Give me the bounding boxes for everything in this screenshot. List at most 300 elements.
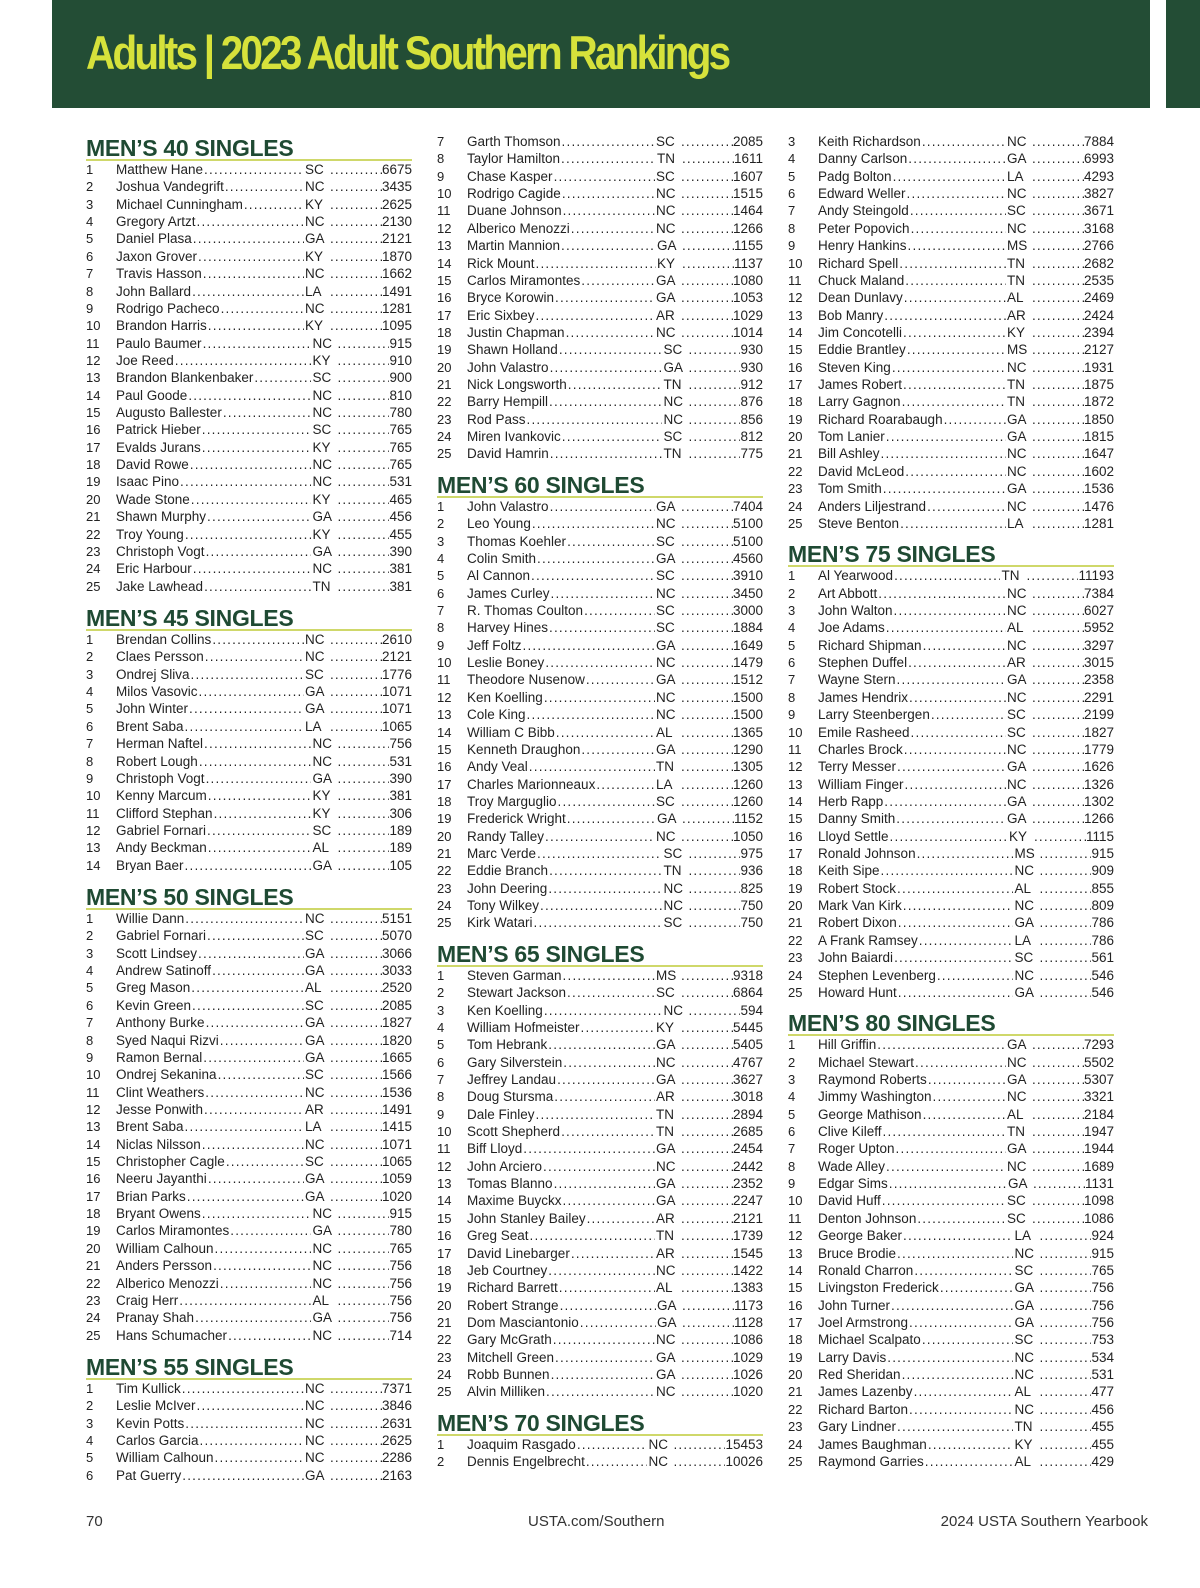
ranking-row bbox=[437, 1366, 763, 1383]
dot-leader bbox=[549, 393, 662, 410]
player-state: NC bbox=[304, 1084, 325, 1100]
rank-number: 9 bbox=[86, 1049, 94, 1065]
ranking-row bbox=[437, 706, 763, 723]
ranking-row bbox=[437, 793, 763, 810]
dot-leader bbox=[537, 550, 655, 567]
dot-leader bbox=[337, 578, 389, 595]
dot-leader bbox=[545, 654, 655, 671]
ranking-points: 825 bbox=[740, 880, 763, 896]
rank-number: 22 bbox=[788, 463, 803, 479]
ranking-row bbox=[437, 272, 763, 289]
dot-leader bbox=[523, 1140, 655, 1157]
rank-number: 13 bbox=[788, 776, 803, 792]
player-name: Ken Koelling bbox=[467, 689, 543, 705]
ranking-row bbox=[788, 932, 1114, 949]
rank-number: 4 bbox=[86, 1433, 94, 1449]
ranking-points: 2121 bbox=[732, 1210, 763, 1226]
ranking-points: 2535 bbox=[1083, 272, 1114, 288]
dot-leader bbox=[337, 1327, 389, 1344]
rank-number: 21 bbox=[788, 1384, 803, 1400]
ranking-row bbox=[788, 828, 1114, 845]
rank-number: 10 bbox=[788, 724, 803, 740]
player-state: GA bbox=[304, 1015, 325, 1031]
ranking-points: 6027 bbox=[1083, 602, 1114, 618]
rank-number: 25 bbox=[788, 984, 803, 1000]
rank-number: 2 bbox=[437, 1454, 445, 1470]
dot-leader bbox=[568, 376, 663, 393]
dot-leader bbox=[330, 317, 382, 334]
ranking-points: 3000 bbox=[732, 602, 763, 618]
ranking-points: 1512 bbox=[732, 672, 763, 688]
ranking-points: 756 bbox=[389, 1292, 412, 1308]
player-state: GA bbox=[655, 1367, 676, 1383]
rank-number: 18 bbox=[788, 394, 803, 410]
ranking-row bbox=[788, 341, 1114, 358]
player-state: TN bbox=[656, 151, 675, 167]
dot-leader bbox=[894, 567, 1000, 584]
dot-leader bbox=[897, 1245, 1013, 1262]
ranking-row bbox=[86, 335, 412, 352]
dot-leader bbox=[337, 526, 389, 543]
ranking-section bbox=[86, 603, 412, 874]
rank-number: 9 bbox=[788, 707, 796, 723]
dot-leader bbox=[563, 967, 655, 984]
ranking-row bbox=[86, 1449, 412, 1466]
dot-leader bbox=[681, 1227, 733, 1244]
dot-leader bbox=[1032, 237, 1084, 254]
ranking-points: 2469 bbox=[1083, 290, 1114, 306]
player-name: Eddie Branch bbox=[467, 863, 549, 879]
ranking-row bbox=[86, 1205, 412, 1222]
dot-leader bbox=[198, 248, 304, 265]
player-state: GA bbox=[312, 543, 332, 559]
ranking-points: 1305 bbox=[732, 759, 763, 775]
ranking-row bbox=[86, 1415, 412, 1432]
rank-number: 8 bbox=[437, 151, 445, 167]
ranking-row bbox=[86, 1397, 412, 1414]
rank-number: 23 bbox=[86, 543, 101, 559]
ranking-row bbox=[788, 1383, 1114, 1400]
ranking-points: 1827 bbox=[381, 1015, 412, 1031]
ranking-points: 1944 bbox=[1083, 1141, 1114, 1157]
dot-leader bbox=[1032, 185, 1084, 202]
dot-leader bbox=[681, 202, 733, 219]
player-name: Chase Kasper bbox=[467, 168, 553, 184]
dot-leader bbox=[581, 1019, 655, 1036]
dot-leader bbox=[681, 793, 733, 810]
dot-leader bbox=[1032, 654, 1084, 671]
dot-leader bbox=[681, 307, 733, 324]
dot-leader bbox=[226, 1153, 304, 1170]
player-name: Richard Barton bbox=[818, 1401, 909, 1417]
player-name: Willie Dann bbox=[116, 911, 185, 927]
footer-site-link[interactable]: USTA.com/Southern bbox=[528, 1513, 665, 1530]
ranking-section bbox=[788, 133, 1114, 532]
dot-leader bbox=[681, 637, 733, 654]
player-name: William C Bibb bbox=[467, 724, 555, 740]
dot-leader bbox=[903, 324, 1006, 341]
dot-leader bbox=[581, 741, 655, 758]
player-name: James Baughman bbox=[818, 1436, 927, 1452]
dot-leader bbox=[185, 910, 304, 927]
player-state: NC bbox=[663, 880, 683, 896]
player-name: James Hendrix bbox=[818, 689, 909, 705]
ranking-row bbox=[437, 741, 763, 758]
ranking-points: 855 bbox=[1091, 880, 1114, 896]
ranking-row bbox=[788, 1436, 1114, 1453]
dot-leader bbox=[681, 272, 733, 289]
player-state: NC bbox=[655, 689, 676, 705]
player-name: Daniel Plasa bbox=[116, 231, 192, 247]
player-state: SC bbox=[1006, 1210, 1026, 1226]
section-heading: MEN’S 50 SINGLES bbox=[86, 882, 412, 910]
ranking-points: 1266 bbox=[1083, 811, 1114, 827]
dot-leader bbox=[202, 1136, 304, 1153]
ranking-points: 1128 bbox=[733, 1315, 763, 1330]
dot-leader bbox=[197, 213, 304, 230]
ranking-section bbox=[437, 939, 763, 1401]
dot-leader bbox=[910, 202, 1006, 219]
player-state: SC bbox=[655, 533, 675, 549]
dot-leader bbox=[548, 1262, 655, 1279]
player-name: Steve Benton bbox=[818, 515, 900, 531]
player-state: AR bbox=[655, 307, 675, 323]
ranking-row bbox=[788, 914, 1114, 931]
rankings-column-2 bbox=[437, 133, 763, 1471]
dot-leader bbox=[688, 393, 740, 410]
player-name: Brandon Blankenbaker bbox=[116, 370, 254, 386]
rank-number: 9 bbox=[86, 770, 94, 786]
rank-number: 17 bbox=[788, 1315, 803, 1330]
rank-number: 16 bbox=[788, 359, 803, 375]
player-state: NC bbox=[304, 631, 325, 647]
player-name: David Huff bbox=[818, 1193, 881, 1209]
ranking-row bbox=[437, 967, 763, 984]
ranking-points: 429 bbox=[1091, 1453, 1114, 1469]
player-name: Raymond Garries bbox=[818, 1453, 924, 1469]
player-name: Danny Carlson bbox=[818, 151, 908, 167]
ranking-points: 909 bbox=[1091, 863, 1114, 879]
dot-leader bbox=[881, 862, 1014, 879]
rank-number: 9 bbox=[437, 637, 445, 653]
dot-leader bbox=[337, 735, 389, 752]
player-name: Taylor Hamilton bbox=[467, 151, 561, 167]
dot-leader bbox=[596, 776, 655, 793]
rank-number: 19 bbox=[437, 342, 452, 358]
player-state: KY bbox=[312, 491, 331, 507]
ranking-row bbox=[437, 689, 763, 706]
player-name: Wade Stone bbox=[116, 491, 190, 507]
ranking-row bbox=[437, 185, 763, 202]
ranking-row bbox=[86, 1101, 412, 1118]
ranking-row bbox=[86, 421, 412, 438]
ranking-section bbox=[437, 470, 763, 932]
rank-number: 8 bbox=[437, 1089, 445, 1105]
ranking-points: 1884 bbox=[732, 620, 763, 636]
rank-number: 14 bbox=[788, 793, 803, 809]
dot-leader bbox=[928, 1436, 1014, 1453]
dot-leader bbox=[681, 185, 733, 202]
dot-leader bbox=[192, 283, 304, 300]
player-name: Kenneth Draughon bbox=[467, 741, 581, 757]
player-state: GA bbox=[304, 701, 325, 717]
dot-leader bbox=[206, 543, 312, 560]
ranking-row bbox=[86, 1066, 412, 1083]
page-title: Adults | 2023 Adult Southern Rankings bbox=[86, 26, 729, 79]
ranking-row bbox=[788, 602, 1114, 619]
player-state: TN bbox=[1001, 568, 1020, 584]
ranking-points: 1947 bbox=[1083, 1124, 1114, 1140]
ranking-row bbox=[788, 1158, 1114, 1175]
player-state: GA bbox=[304, 1171, 325, 1187]
dot-leader bbox=[681, 1331, 733, 1348]
dot-leader bbox=[1039, 897, 1091, 914]
dot-leader bbox=[571, 220, 655, 237]
rank-number: 13 bbox=[86, 1119, 101, 1135]
player-state: KY bbox=[304, 318, 323, 334]
dot-leader bbox=[185, 1415, 304, 1432]
ranking-row bbox=[86, 1084, 412, 1101]
player-name: Padg Bolton bbox=[818, 168, 892, 184]
dot-leader bbox=[688, 1002, 740, 1019]
player-name: William Hofmeister bbox=[467, 1019, 580, 1035]
dot-leader bbox=[1039, 1401, 1091, 1418]
ranking-points: 477 bbox=[1091, 1384, 1114, 1400]
player-name: Ondrej Sekanina bbox=[116, 1067, 217, 1083]
dot-leader bbox=[1032, 602, 1084, 619]
ranking-points: 1820 bbox=[381, 1032, 412, 1048]
ranking-points: 1059 bbox=[381, 1171, 412, 1187]
dot-leader bbox=[892, 359, 1006, 376]
player-state: NC bbox=[1014, 1245, 1034, 1261]
dot-leader bbox=[681, 1366, 733, 1383]
ranking-row bbox=[86, 230, 412, 247]
player-name: Jeb Courtney bbox=[467, 1262, 548, 1278]
player-state: GA bbox=[655, 672, 676, 688]
dot-leader bbox=[891, 1297, 1013, 1314]
dot-leader bbox=[191, 666, 304, 683]
player-name: Biff Lloyd bbox=[467, 1141, 523, 1157]
player-state: AR bbox=[655, 1089, 675, 1105]
ranking-row bbox=[788, 289, 1114, 306]
rank-number: 21 bbox=[86, 509, 101, 525]
ranking-points: 1155 bbox=[733, 238, 763, 254]
rank-number: 1 bbox=[437, 1436, 445, 1452]
rank-number: 4 bbox=[788, 1089, 796, 1105]
dot-leader bbox=[527, 706, 655, 723]
rank-number: 25 bbox=[437, 1384, 452, 1400]
rank-number: 21 bbox=[437, 377, 452, 393]
ranking-points: 9318 bbox=[732, 967, 763, 983]
ranking-points: 1491 bbox=[381, 1101, 412, 1117]
dot-leader bbox=[548, 880, 662, 897]
player-state: GA bbox=[656, 811, 677, 827]
dot-leader bbox=[191, 979, 304, 996]
player-name: Jimmy Washington bbox=[818, 1089, 932, 1105]
dot-leader bbox=[1032, 689, 1084, 706]
ranking-row bbox=[86, 352, 412, 369]
player-state: SC bbox=[1014, 1262, 1034, 1278]
rank-number: 11 bbox=[788, 272, 802, 288]
ranking-points: 1095 bbox=[381, 318, 412, 334]
dot-leader bbox=[330, 178, 382, 195]
dot-leader bbox=[337, 839, 389, 856]
ranking-points: 2184 bbox=[1083, 1106, 1114, 1122]
dot-leader bbox=[1032, 307, 1084, 324]
player-name: Doug Stursma bbox=[467, 1089, 554, 1105]
ranking-points: 7371 bbox=[381, 1381, 412, 1396]
ranking-points: 1065 bbox=[381, 1154, 412, 1170]
rank-number: 8 bbox=[437, 620, 445, 636]
dot-leader bbox=[903, 376, 1006, 393]
player-name: Howard Hunt bbox=[818, 984, 897, 1000]
player-name: Stephen Levenberg bbox=[818, 967, 936, 983]
ranking-points: 2631 bbox=[381, 1415, 412, 1431]
player-name: Greg Mason bbox=[116, 980, 191, 996]
player-state: KY bbox=[1008, 828, 1027, 844]
player-name: Garth Thomson bbox=[467, 134, 561, 149]
rank-number: 7 bbox=[788, 672, 796, 688]
dot-leader bbox=[1032, 637, 1084, 654]
player-state: TN bbox=[655, 1124, 674, 1140]
dot-leader bbox=[550, 359, 663, 376]
player-state: NC bbox=[312, 335, 332, 351]
player-name: Ondrej Sliva bbox=[116, 666, 190, 682]
dot-leader bbox=[681, 1036, 733, 1053]
ranking-points: 756 bbox=[1091, 1297, 1114, 1313]
player-name: John Arciero bbox=[467, 1158, 543, 1174]
ranking-points: 2121 bbox=[381, 649, 412, 665]
player-state: NC bbox=[312, 1275, 332, 1291]
dot-leader bbox=[218, 1066, 304, 1083]
dot-leader bbox=[923, 637, 1006, 654]
player-name: Gabriel Fornari bbox=[116, 822, 207, 838]
rank-number: 19 bbox=[86, 1223, 101, 1239]
player-name: Anders Persson bbox=[116, 1258, 213, 1274]
player-name: Christopher Cagle bbox=[116, 1154, 225, 1170]
dot-leader bbox=[187, 1188, 304, 1205]
player-state: SC bbox=[655, 985, 675, 1001]
player-state: GA bbox=[304, 1467, 325, 1483]
dot-leader bbox=[1032, 393, 1084, 410]
ranking-points: 5151 bbox=[381, 911, 412, 927]
player-name: Charles Brock bbox=[818, 741, 903, 757]
ranking-points: 750 bbox=[740, 915, 763, 931]
player-state: NC bbox=[1006, 637, 1027, 653]
dot-leader bbox=[337, 421, 389, 438]
player-state: AL bbox=[304, 980, 322, 996]
player-name: David McLeod bbox=[818, 463, 905, 479]
rank-number: 17 bbox=[86, 1188, 101, 1204]
dot-leader bbox=[530, 1227, 655, 1244]
dot-leader bbox=[543, 1158, 655, 1175]
ranking-row bbox=[437, 1123, 763, 1140]
player-state: KY bbox=[1006, 324, 1025, 340]
ranking-points: 2085 bbox=[381, 997, 412, 1013]
dot-leader bbox=[337, 1292, 389, 1309]
dot-leader bbox=[917, 845, 1014, 862]
dot-leader bbox=[681, 654, 733, 671]
player-name: Rod Pass bbox=[467, 411, 526, 427]
rank-number: 20 bbox=[86, 1240, 101, 1256]
player-state: TN bbox=[655, 759, 674, 775]
player-state: KY bbox=[312, 352, 331, 368]
player-state: NC bbox=[1006, 1054, 1027, 1070]
ranking-points: 765 bbox=[389, 1240, 412, 1256]
rank-number: 22 bbox=[437, 863, 452, 879]
ranking-row bbox=[437, 810, 763, 827]
dot-leader bbox=[337, 543, 389, 560]
player-name: Leslie Boney bbox=[467, 655, 545, 671]
player-name: Patrick Hieber bbox=[116, 422, 201, 438]
player-state: NC bbox=[1006, 689, 1027, 705]
rank-number: 24 bbox=[437, 429, 452, 445]
player-name: Henry Hankins bbox=[818, 238, 907, 254]
dot-leader bbox=[688, 880, 740, 897]
ranking-points: 2127 bbox=[1083, 342, 1114, 358]
ranking-points: 1071 bbox=[381, 701, 412, 717]
ranking-points: 1827 bbox=[1083, 724, 1114, 740]
ranking-points: 3627 bbox=[732, 1071, 763, 1087]
player-state: GA bbox=[304, 684, 325, 700]
dot-leader bbox=[549, 862, 662, 879]
ranking-row bbox=[788, 1401, 1114, 1418]
ranking-points: 455 bbox=[389, 526, 412, 542]
rank-number: 5 bbox=[86, 980, 94, 996]
ranking-row bbox=[788, 150, 1114, 167]
rank-number: 1 bbox=[86, 631, 94, 647]
dot-leader bbox=[182, 1467, 304, 1484]
rank-number: 7 bbox=[788, 1141, 796, 1157]
dot-leader bbox=[337, 1205, 389, 1222]
ranking-row bbox=[437, 671, 763, 688]
dot-leader bbox=[878, 585, 1006, 602]
rank-number: 15 bbox=[788, 342, 803, 358]
player-name: Hans Schumacher bbox=[116, 1327, 228, 1343]
player-state: NC bbox=[1006, 359, 1027, 375]
ranking-points: 2394 bbox=[1083, 324, 1114, 340]
ranking-row bbox=[437, 880, 763, 897]
dot-leader bbox=[330, 718, 382, 735]
ranking-points: 546 bbox=[1091, 984, 1114, 1000]
rank-number: 9 bbox=[437, 1106, 445, 1122]
player-state: NC bbox=[312, 1258, 332, 1274]
rank-number: 24 bbox=[437, 898, 452, 914]
dot-leader bbox=[330, 213, 382, 230]
rank-number: 5 bbox=[788, 1106, 796, 1122]
player-name: Paul Goode bbox=[116, 387, 188, 403]
player-name: Scott Shepherd bbox=[467, 1124, 561, 1140]
dot-leader bbox=[561, 1123, 655, 1140]
rank-number: 14 bbox=[86, 1136, 101, 1152]
dot-leader bbox=[904, 289, 1006, 306]
player-name: Richard Barrett bbox=[467, 1280, 558, 1296]
player-name: Stewart Jackson bbox=[467, 985, 567, 1001]
dot-leader bbox=[330, 1101, 382, 1118]
rank-number: 14 bbox=[788, 1262, 803, 1278]
rank-number: 19 bbox=[86, 474, 101, 490]
player-state: NC bbox=[304, 911, 325, 927]
player-state: NC bbox=[655, 1384, 676, 1400]
player-state: SC bbox=[655, 168, 675, 184]
dot-leader bbox=[1032, 428, 1084, 445]
player-state: SC bbox=[1006, 1193, 1026, 1209]
rank-number: 2 bbox=[437, 516, 445, 532]
player-name: John Winter bbox=[116, 701, 189, 717]
dot-leader bbox=[200, 1432, 304, 1449]
dot-leader bbox=[944, 411, 1006, 428]
dot-leader bbox=[563, 1054, 655, 1071]
